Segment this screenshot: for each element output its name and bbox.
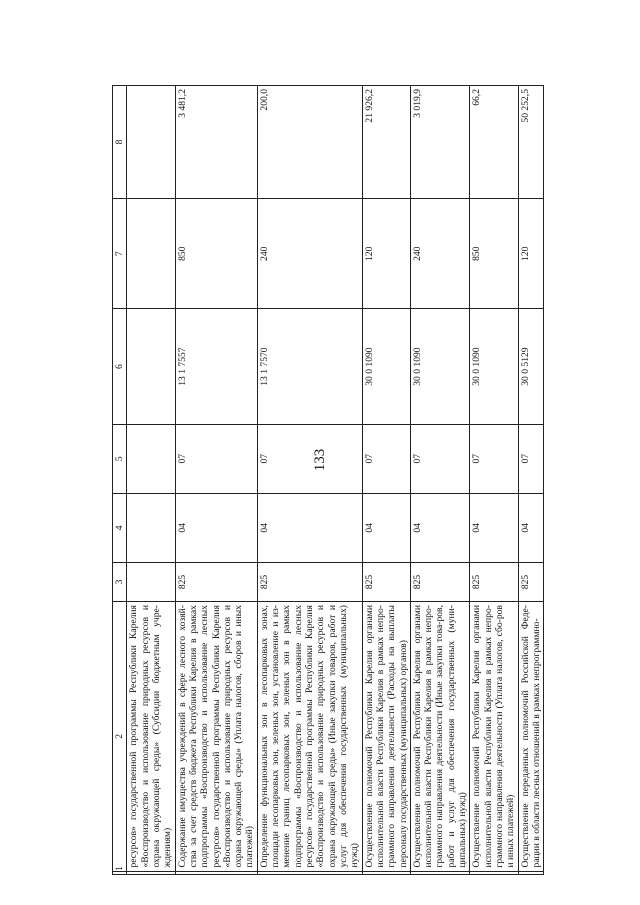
ministry-code: [127, 562, 175, 601]
amount: [127, 86, 175, 199]
subsection-code: 07: [470, 424, 518, 493]
expense-type-code: 240: [410, 198, 470, 309]
column-header: 7: [113, 198, 127, 309]
table-row: [410, 86, 470, 875]
row-number-cell: [518, 871, 544, 874]
amount: 21 926,2: [362, 86, 410, 199]
section-code: 04: [410, 493, 470, 562]
ministry-code: 825: [175, 562, 257, 601]
row-description: Осуществление полномочий Республики Карелия органами исполнительной власти Республики Карелия в рамках непро-граммного направления деятельности (Расходы на выплаты персоналу государственных (муниципальных) органов): [362, 602, 410, 872]
expense-type-code: 120: [362, 198, 410, 309]
expense-type-code: [127, 198, 175, 309]
row-description: ресурсов» государственной программы Республики Карелия «Воспроизводство и использование природных ресурсов и охрана окружающей среды» (Субсидии бюджетным учре-ждениям): [127, 602, 175, 872]
subsection-code: 07: [362, 424, 410, 493]
amount: 200,0: [257, 86, 362, 199]
row-number-cell: [175, 871, 257, 874]
target-article-code: [127, 309, 175, 424]
section-code: 04: [470, 493, 518, 562]
ministry-code: 825: [362, 562, 410, 601]
target-article-code: 13 1 7557: [175, 309, 257, 424]
page-number: 133: [312, 448, 328, 472]
subsection-code: 07: [518, 424, 544, 493]
row-number-cell: [127, 871, 175, 874]
column-header: 2: [113, 602, 127, 872]
table-row: [518, 86, 544, 875]
row-description: Осуществление полномочий Республики Карелия органами исполнительной власти Республики Карелия в рамках непро-граммного направления деятельности (Иные закупки това-ров, работ и услуг для обеспечения государственных (муни-ципальных) нужд): [410, 602, 470, 872]
section-code: 04: [518, 493, 544, 562]
subsection-code: 07: [175, 424, 257, 493]
table-row: [362, 86, 410, 875]
subsection-code: 07: [257, 424, 362, 493]
section-code: 04: [175, 493, 257, 562]
expense-type-code: 120: [518, 198, 544, 309]
ministry-code: 825: [470, 562, 518, 601]
column-header: 3: [113, 562, 127, 601]
row-description: Осуществление полномочий Республики Карелия органами исполнительной власти Республики Карелия в рамках непро-граммного направления деятельности (Уплата налогов, сбо-ров и иных платежей): [470, 602, 518, 872]
amount: 66,2: [470, 86, 518, 199]
budget-table: [112, 85, 544, 875]
subsection-code: 07: [410, 424, 470, 493]
column-header: 4: [113, 493, 127, 562]
expense-type-code: 240: [257, 198, 362, 309]
ministry-code: 825: [410, 562, 470, 601]
table-row: [175, 86, 257, 875]
row-number-cell: [362, 871, 410, 874]
column-header: 5: [113, 424, 127, 493]
amount: 3 019,9: [410, 86, 470, 199]
target-article-code: 30 0 1090: [410, 309, 470, 424]
row-description: Определение функциональных зон в лесопарковых зонах, площади лесопарковых зон, зеленых зон, установление и из-менение границ лесопарковых зон, зеленых зон в рамках подпрограммы «Воспроизводство и использование лесных ресурсов» государственной программы Республики Карелия «Воспроизводство и использование природных ресурсов и охрана окружающей среды» (Иные закупки товаров, работ и услуг для обеспечения государственных (муниципальных) нужд): [257, 602, 362, 872]
column-header: 1: [113, 871, 127, 874]
row-number-cell: [410, 871, 470, 874]
target-article-code: 13 1 7570: [257, 309, 362, 424]
row-description: Осуществление переданных полномочий Российской Феде-рации в области лесных отношений в рамках непрограммно-: [518, 602, 544, 872]
target-article-code: 30 0 5129: [518, 309, 544, 424]
column-header: 6: [113, 309, 127, 424]
row-description: Содержание имущества учреждений в сфере лесного хозяй-ства за счет средств бюджета Республики Карелия в рамках подпрограммы «Воспроизводство и использование лесных ресурсов» государственной программы Республики Карелия «Воспроизводство и использование природных ресурсов и охрана окружающей среды» (Уплата налогов, сборов и иных платежей): [175, 602, 257, 872]
ministry-code: 825: [257, 562, 362, 601]
column-number-row: [113, 86, 127, 875]
section-code: [127, 493, 175, 562]
table-row: [470, 86, 518, 875]
amount: 50 252,5: [518, 86, 544, 199]
target-article-code: 30 0 1090: [362, 309, 410, 424]
expense-type-code: 850: [470, 198, 518, 309]
rotated-page: [112, 85, 582, 875]
ministry-code: 825: [518, 562, 544, 601]
column-header: 8: [113, 86, 127, 199]
amount: 3 481,2: [175, 86, 257, 199]
table-row: [257, 86, 362, 875]
target-article-code: 30 0 1090: [470, 309, 518, 424]
expense-type-code: 850: [175, 198, 257, 309]
subsection-code: [127, 424, 175, 493]
section-code: 04: [257, 493, 362, 562]
section-code: 04: [362, 493, 410, 562]
row-number-cell: [257, 871, 362, 874]
row-number-cell: [470, 871, 518, 874]
table-row: [127, 86, 175, 875]
